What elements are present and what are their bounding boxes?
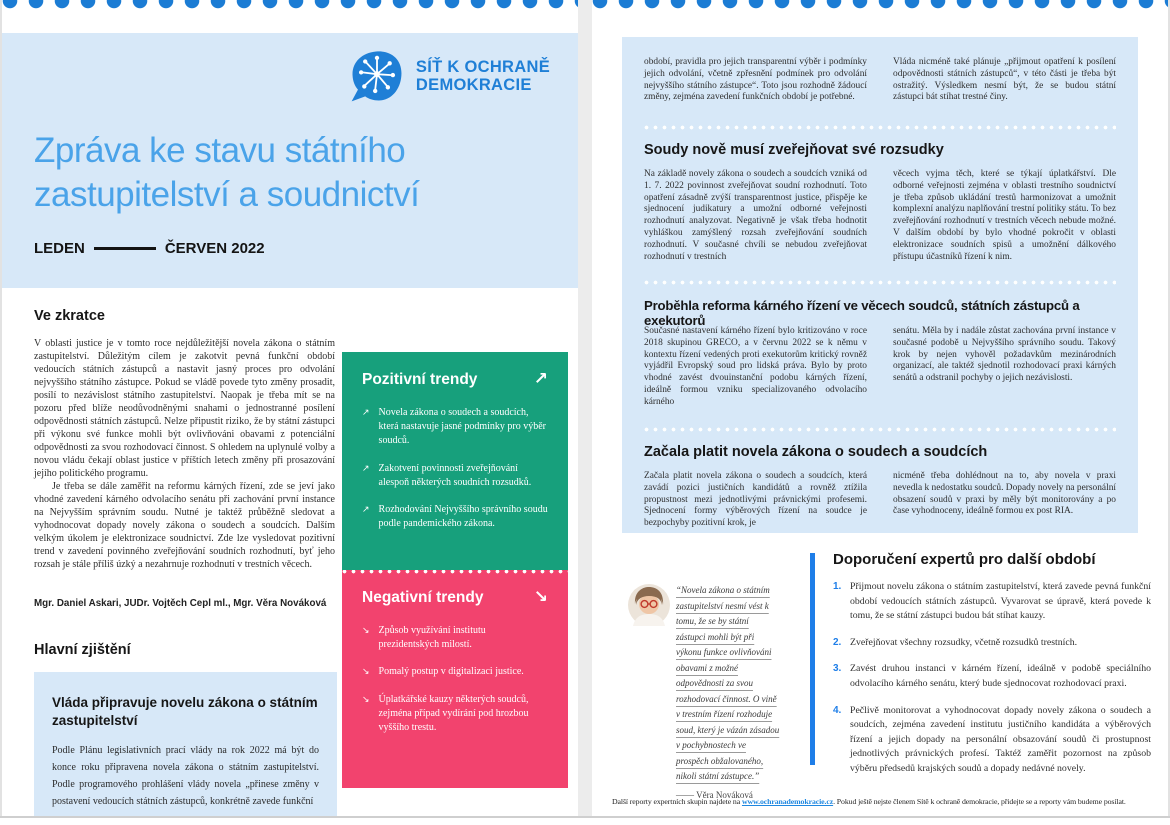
heading-hlavni-zjisteni: Hlavní zjištění bbox=[34, 642, 131, 658]
positive-trends-header bbox=[362, 371, 548, 389]
list-item bbox=[362, 462, 548, 490]
dotted-separator bbox=[644, 427, 1116, 432]
footer-text-after-link: . Pokud ještě nejste členem Sítě k ochraně demokracie, přidejte se a reporty vám budeme posílat. bbox=[833, 797, 1126, 806]
positive-trends-box bbox=[342, 352, 568, 570]
item-number: 2. bbox=[833, 636, 842, 648]
summary-paragraph-2: Je třeba se dále zaměřit na reformu kárných řízení, zde se jeví jako vhodné zavedení kárného odvolacího senátu při zachování první instance na Nejvyšším správním soudu. Nutné je taktéž průběžně sledovat a vyhodnocovat dopady novely zákona o soudech a soudcích. Dalším velkým úkolem je elektronizace soudnictví. Zde lze vysledovat pozitivní trend v zavedení povinného zveřejňování soudních rozhodnutí, byť jeho rozsah je stále příliš úzký a nezahrnuje rozhodnutí v trestních věcech. bbox=[34, 481, 335, 570]
page-1 bbox=[2, 0, 578, 816]
list-item bbox=[833, 662, 1151, 691]
text-column: Vláda nicméně také plánuje „přijmout opatření k posílení odpovědnosti státních zástupců“, v této části je třeba být ostražitý. Výsledkem nesmí být, že se budou státní zástupci bát stíhat trestné činy. bbox=[893, 57, 1116, 103]
section-heading-novela: Začala platit novela zákona o soudech a soudcích bbox=[644, 444, 988, 460]
section-rozsudky-text bbox=[644, 169, 1116, 263]
content-panel bbox=[622, 37, 1138, 533]
section-heading-rozsudky: Soudy nově musí zveřejňovat své rozsudky bbox=[644, 142, 944, 158]
quote-author-name: Věra Nováková bbox=[696, 789, 753, 800]
section-heading-reforma: Proběhla reforma kárného řízení ve věcech soudců, státních zástupců a exekutorů bbox=[644, 298, 1080, 328]
logo-line-2: DEMOKRACIE bbox=[415, 76, 532, 94]
list-item bbox=[833, 580, 1151, 624]
item-text: Přijmout novelu zákona o státním zastupitelství, která zavede pevná funkční období vedoucích státních zástupců. Vyvarovat se úpravě, která povede k tomu, že se státní zástupci budou bát stíhat kauzy. bbox=[850, 581, 1151, 622]
negative-trends-title: Negativní trendy bbox=[362, 589, 484, 606]
recommendations-accent-bar bbox=[810, 553, 815, 765]
dotted-separator bbox=[342, 570, 568, 574]
trend-item-text: Rozhodování Nejvyššího správního soudu podle pandemického zákona. bbox=[378, 503, 548, 530]
logo-line-1: SÍŤ K OCHRANĚ bbox=[415, 57, 550, 76]
summary-paragraph-1: V oblasti justice je v tomto roce nejdůležitější novela zákona o státním zastupitelství. Důležitým cílem je zakotvit pevná funkční období vedoucích státních zástupců a nastavit jasný proces pro odvolání nejvyššího státního zástupce. Pokud se vládě povede tyto změny prosadit, posílí to nezávislost státního zastupitelství. Naopak je třeba mít se na pozoru před blíže neodůvodněnými snahami o jednostranné posílení odpovědnosti státních zástupců. Nelze připustit riziko, že by státní zástupci při výkonu své funkce mohli být ovlivňováni obavami z potenciální odpovědnosti za svou rozhodovací činnost. S ohledem na uplynulé volby a novou vládu čekají oblast justice v příštích letech změny při prosazování jejího politického programu. bbox=[34, 338, 335, 479]
arrow-down-right-icon: ↘ bbox=[533, 587, 548, 607]
recommendations bbox=[833, 551, 1151, 777]
dotted-separator bbox=[644, 280, 1116, 285]
item-text: Zavést druhou instanci v kárném řízení, ideálně v podobě speciálního odvolacího kárného senátu, který bude sjednocovat rozhodovací praxi. bbox=[850, 663, 1151, 689]
page-gap bbox=[578, 0, 592, 818]
negative-trends-box bbox=[342, 570, 568, 788]
item-number: 3. bbox=[833, 663, 842, 675]
trend-item-text: Zakotvení povinnosti zveřejňování alespoň některých soudních rozsudků. bbox=[378, 462, 532, 488]
text-column: senátu. Měla by i nadále zůstat zachována první instance v současné podobě u Nejvyššího správního soudu. Takový krok by nejen vyhověl požadavkům mezinárodních organizací, ale taktéž sjednotil rozhodovací praxi kárných senátů a odstranil pochyby o jejich nezávislosti. bbox=[893, 326, 1116, 384]
page-edge bbox=[0, 816, 1170, 818]
quote-text: “Novela zákona o státním zastupitelství nesmí vést k tomu, že se by státní zástupci mohli být při výkonu funkce ovlivňováni obavami z možné odpovědnosti za svou rozhodovací činnost. O vině v trestním řízení rozhoduje soud, který je vázán zásadou v pochybnostech ve prospěch obžalovaného, nikoli státní zástupce.” bbox=[676, 585, 780, 781]
leaf-network-icon bbox=[348, 47, 406, 105]
authors-line: Mgr. Daniel Askari, JUDr. Vojtěch Cepl ml., Mgr. Věra Nováková bbox=[34, 598, 327, 609]
date-divider bbox=[94, 247, 156, 250]
arrow-up-right-icon: ↗ bbox=[362, 408, 370, 418]
arrow-down-right-icon: ↘ bbox=[362, 694, 370, 705]
trend-item-text: Úplatkářské kauzy některých soudců, zejména případ vydírání pod hrozbou vyššího trestu. bbox=[378, 693, 529, 733]
text-column: období, pravidla pro jejich transparentní výběr i podmínky jejich odvolání, včetně zpřesnění podmínek pro odvolání nejvyššího státního zástupce“. Toto jsou rozhodně žádoucí změny, zejména zavedení funkčních období je potřebné. bbox=[644, 57, 867, 103]
arrow-up-right-icon: ↗ bbox=[362, 504, 370, 515]
arrow-down-right-icon: ↘ bbox=[362, 626, 370, 636]
list-item bbox=[362, 665, 548, 679]
item-number: 4. bbox=[833, 704, 842, 716]
hero-header bbox=[2, 33, 578, 288]
footer-note bbox=[612, 797, 1160, 806]
text-column: Současné nastavení kárného řízení bylo kritizováno v roce 2018 skupinou GRECO, a v červnu 2022 se k němu v kontextu řízení vedených proti exekutorům kritický rovněž vyjádřil Evropský soud pro lidská práva. Bylo by proto vhodné zavést dvouinstanční podobu kárných řízení, ideálně formou vzniku specializovaného odvolacího kárného bbox=[644, 326, 867, 407]
positive-trends-list bbox=[342, 406, 568, 531]
item-text: Pečlivě monitorovat a vyhodnocovat dopady novely zákona o soudech a soudcích, zejména zavedení institutu justičního kandidáta a výběrových řízení a jejich dopady na personální obsazování soudů či prostupnost jednotlivých právnických profesí. Taktéž zaměřit pozornost na způsob výběru předsedů krajských soudů a dopady nedávné novely. bbox=[850, 704, 1151, 774]
trend-item-text: Způsob využívání institutu prezidentských milostí. bbox=[378, 625, 486, 651]
logo-wordmark bbox=[416, 58, 550, 95]
summary-text bbox=[34, 337, 335, 571]
list-item bbox=[362, 624, 548, 652]
negative-trends-header bbox=[362, 589, 548, 607]
positive-trends-title: Pozitivní trendy bbox=[362, 371, 478, 388]
trend-item-text: Novela zákona o soudech a soudcích, která nastavuje jasné podmínky pro výběr soudců. bbox=[378, 407, 546, 447]
scallop-border bbox=[2, 0, 578, 13]
key-finding-text: Podle Plánu legislativních prací vlády na rok 2022 má být do konce roku připravena novela zákona o státním zastupitelství. Podle programového prohlášení vlády novela „přinese změny v postavení vedoucích státních zástupců, konkrétně zavede funkční bbox=[52, 745, 319, 808]
arrow-up-right-icon: ↗ bbox=[362, 463, 370, 474]
intro-continuation bbox=[644, 57, 1116, 104]
dotted-separator bbox=[644, 125, 1116, 130]
text-column: věcech vyjma těch, které se týkají úplatkářství. Dle odborné veřejnosti zejména v oblasti trestního soudnictví je třeba způsob ukládání trestů harmonizovat a umožnit komplexní analýzu naplňování trestní politiky státu. To bez zveřejňování rozhodnutí v trestních věcech nebude možné. V dalším období by bylo vhodné pokročit v oblasti elektronizace soudních spisů a umožnění dálkového přístupu účastníků řízení k nim. bbox=[893, 169, 1116, 262]
heading-ve-zkratce: Ve zkratce bbox=[34, 308, 105, 324]
footer-text-before-link: Další reporty expertních skupin najdete na bbox=[612, 797, 742, 806]
list-item bbox=[362, 406, 548, 449]
vera-novakova-photo bbox=[628, 584, 670, 626]
scallop-border bbox=[592, 0, 1168, 13]
negative-trends-list bbox=[342, 624, 568, 735]
text-column: Začala platit novela zákona o soudech a soudcích, která zavádí pozici justičních kandidátů a rovněž ztížila propustnost mezi jednotlivými právnickými profesemi. Sjednocení formy výběrových řízení na soudce je bezpochyby pozitivní krok, je bbox=[644, 471, 867, 529]
expert-quote bbox=[676, 583, 780, 800]
quote-author-dash: —— bbox=[676, 789, 694, 800]
website-link[interactable]: www.ochranademokracie.cz bbox=[741, 797, 834, 806]
logo bbox=[348, 47, 550, 105]
page-2 bbox=[592, 0, 1168, 816]
date-from: LEDEN bbox=[34, 240, 85, 257]
text-column: Na základě novely zákona o soudech a soudcích vzniká od 1. 7. 2022 povinnost zveřejňovat soudní rozhodnutí. Toto opatření zásadně zvýší transparentnost justice, přispěje ke sjednocení judikatury a umožní odborné veřejnosti rozhodnutí analyzovat. Negativně je však třeba hodnotit vyhláškou zamýšlený rozsah zveřejňování soudních rozhodnutí. V současné chvíli se nebudou zveřejňovat rozhodnutí v trestních bbox=[644, 169, 867, 262]
text-column: nicméně třeba dohlédnout na to, aby novela v praxi nevedla k nedostatku soudců. Dopady novely na personální obsazení soudů v praxi by měly být monitorovány a po čase vyhodnoceny, ideálně formou ex post RIA. bbox=[893, 471, 1116, 517]
list-item bbox=[362, 693, 548, 736]
list-item bbox=[833, 636, 1151, 651]
key-finding-box bbox=[34, 672, 337, 816]
key-finding-title: Vláda připravuje novelu zákona o státním zastupitelství bbox=[52, 695, 318, 728]
item-number: 1. bbox=[833, 581, 842, 592]
trend-item-text: Pomalý postup v digitalizaci justice. bbox=[378, 666, 524, 678]
report-title: Zpráva ke stavu státního zastupitelství a soudnictví bbox=[34, 131, 420, 215]
list-item bbox=[833, 704, 1151, 777]
date-range bbox=[34, 240, 265, 257]
section-novela-text bbox=[644, 471, 1116, 530]
arrow-up-right-icon: ↗ bbox=[533, 369, 548, 389]
list-item bbox=[362, 503, 548, 531]
section-reforma-text bbox=[644, 326, 1116, 409]
arrow-down-right-icon: ↘ bbox=[362, 667, 370, 678]
date-to: ČERVEN 2022 bbox=[164, 240, 265, 257]
recommendations-heading: Doporučení expertů pro další období bbox=[833, 551, 1096, 568]
item-text: Zveřejňovat všechny rozsudky, včetně rozsudků trestních. bbox=[850, 636, 1078, 648]
